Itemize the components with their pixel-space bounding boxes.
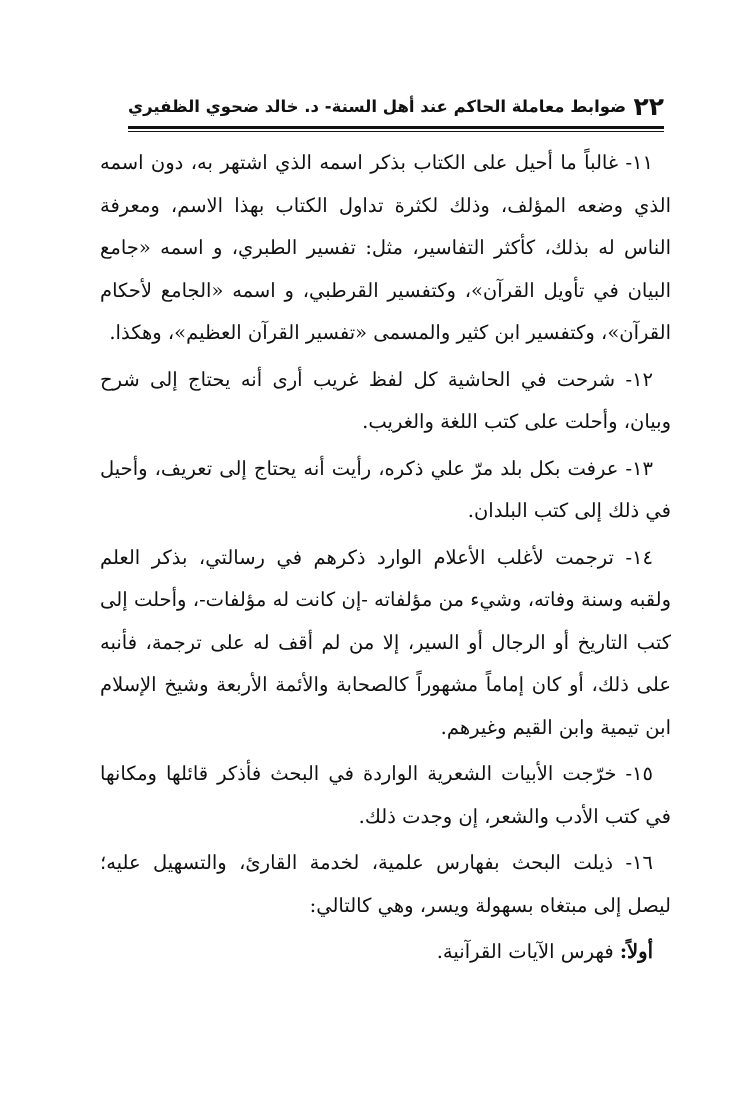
index-list-label: أولاً: [619, 940, 653, 963]
paragraph-item-13: ١٣- عرفت بكل بلد مرّ علي ذكره، رأيت أنه يحتاج إلى تعريف، وأحيل في ذلك إلى كتب البلدان. [100, 456, 671, 522]
paragraph-item-11: ١١- غالباً ما أحيل على الكتاب بذكر اسمه الذي اشتهر به، دون اسمه الذي وضعه المؤلف، وذلك لكثرة تداول الكتاب بهذا الاسم، ومعرفة الناس له بذلك، كأكثر التفاسير، مثل: تفسير الطبري، و اسمه «جامع البيان في تأويل القرآن»، وكتفسير القرطبي، و اسمه «الجامع لأحكام القرآن»، وكتفسير ابن كثير والمسمى «تفسير القرآن العظيم»، وهكذا. [100, 151, 671, 344]
page-number: ٢٢ [633, 92, 664, 121]
paragraph-item-16: ١٦- ذيلت البحث بفهارس علمية، لخدمة القارئ، والتسهيل عليه؛ ليصل إلى مبتغاه بسهولة ويسر، وهي كالتالي: [100, 851, 671, 917]
header-rule-thin [128, 131, 664, 132]
paragraph-item-14: ١٤- ترجمت لأغلب الأعلام الوارد ذكرهم في رسالتي، بذكر العلم ولقبه وسنة وفاته، وشيء من مؤلفاته -إن كانت له مؤلفات-، وأحلت إلى كتب التاريخ أو الرجال أو السير، إلا من لم أقف له على ترجمة، فأنبه على ذلك، أو كان إماماً مشهوراً كالصحابة والأئمة الأربعة وشيخ الإسلام ابن تيمية وابن القيم وغيرهم. [100, 545, 671, 739]
index-list-item [100, 931, 671, 974]
body-text [100, 142, 671, 974]
paragraph-item-12: ١٢- شرحت في الحاشية كل لفظ غريب أرى أنه يحتاج إلى شرح وبيان، وأحلت على كتب اللغة والغريب. [100, 367, 671, 433]
paragraph-item-15: ١٥- خرّجت الأبيات الشعرية الواردة في البحث فأذكر قائلها ومكانها في كتب الأدب والشعر، إن وجدت ذلك. [100, 762, 671, 828]
index-list-text: فهرس الآيات القرآنية. [436, 940, 614, 963]
header-rule-thick [128, 126, 664, 129]
running-title: ضوابط معاملة الحاكم عند أهل السنة- د. خالد ضحوي الظفيري [128, 97, 627, 116]
page-header [128, 82, 664, 122]
